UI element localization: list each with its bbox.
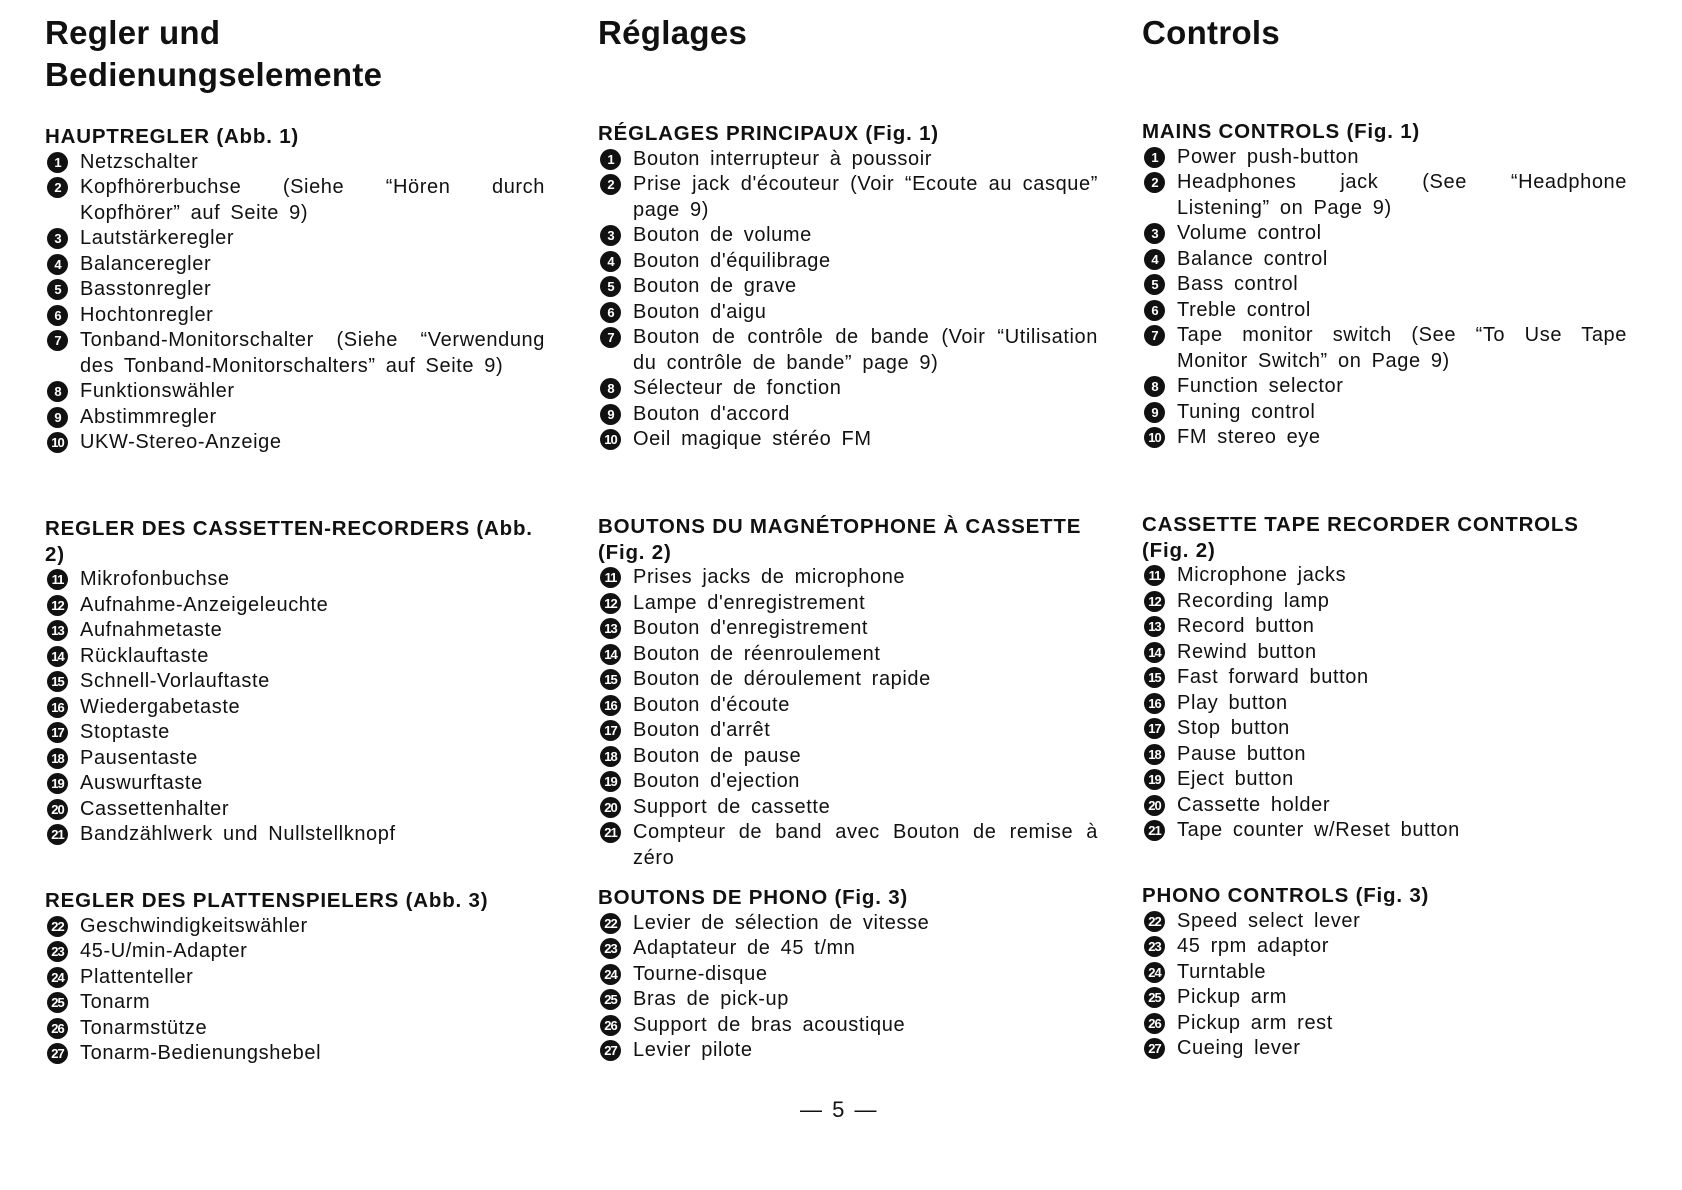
- number-badge-icon: 19: [600, 771, 621, 792]
- number-badge-icon: 8: [600, 378, 621, 399]
- controls-section: [1142, 119, 1627, 451]
- item-label: Tuning control: [1177, 400, 1316, 423]
- number-badge-icon: 5: [47, 279, 68, 300]
- controls-section: [598, 514, 1098, 871]
- item-label: Fast forward button: [1177, 666, 1369, 688]
- list-item: [1142, 1036, 1627, 1062]
- number-badge-icon: 22: [47, 916, 68, 937]
- item-label: Stoptaste: [80, 721, 170, 743]
- item-label: Geschwindigkeitswähler: [80, 914, 308, 937]
- list-item: [1142, 221, 1627, 247]
- number-badge-icon: 1: [1144, 147, 1165, 168]
- number-badge-icon: 8: [1144, 376, 1165, 397]
- number-badge-icon: 16: [600, 695, 621, 716]
- number-badge-icon: 3: [47, 228, 68, 249]
- number-badge-icon: 2: [47, 177, 68, 198]
- list-item: [1142, 170, 1627, 221]
- item-label: Microphone jacks: [1177, 564, 1347, 586]
- item-label: Prise jack d'écouteur (Voir “Ecoute au casque” page 9): [633, 173, 1098, 221]
- list-item: [1142, 640, 1627, 666]
- item-label: Bouton d'enregistrement: [633, 617, 869, 639]
- item-label: Abstimmregler: [80, 405, 217, 428]
- list-item: [45, 669, 545, 695]
- controls-section: [45, 516, 545, 848]
- number-badge-icon: 17: [600, 720, 621, 741]
- list-item: [598, 936, 1098, 962]
- item-label: Tourne-disque: [633, 962, 768, 985]
- list-item: [45, 797, 545, 823]
- item-label: Cassettenhalter: [80, 797, 230, 820]
- item-label: Rücklauftaste: [80, 644, 209, 667]
- section-heading: MAINS CONTROLS (Fig. 1): [1142, 120, 1421, 143]
- number-badge-icon: 24: [47, 967, 68, 988]
- number-badge-icon: 4: [1144, 249, 1165, 270]
- list-item: [598, 147, 1098, 173]
- item-label: Sélecteur de fonction: [633, 377, 842, 399]
- number-badge-icon: 1: [600, 149, 621, 170]
- list-item: [1142, 985, 1627, 1011]
- item-label: Mikrofonbuchse: [80, 568, 230, 590]
- number-badge-icon: 14: [1144, 642, 1165, 663]
- item-label: Levier de sélection de vitesse: [633, 911, 930, 934]
- list-item: [598, 693, 1098, 719]
- list-item: [1142, 691, 1627, 717]
- list-item: [598, 1038, 1098, 1064]
- list-item: [1142, 793, 1627, 819]
- number-badge-icon: 12: [47, 595, 68, 616]
- number-badge-icon: 20: [1144, 795, 1165, 816]
- item-label: Play button: [1177, 691, 1288, 714]
- number-badge-icon: 10: [600, 429, 621, 450]
- list-item: [45, 720, 545, 746]
- number-badge-icon: 26: [1144, 1013, 1165, 1034]
- list-item: [1142, 767, 1627, 793]
- item-label: Bouton de réenroulement: [633, 642, 881, 665]
- list-item: [598, 427, 1098, 453]
- list-item: [45, 746, 545, 772]
- list-item: [598, 565, 1098, 591]
- item-label: Pause button: [1177, 742, 1307, 765]
- item-label: Plattenteller: [80, 965, 194, 988]
- item-label: Volume control: [1177, 222, 1322, 244]
- item-label: Speed select lever: [1177, 909, 1361, 932]
- item-label: Prises jacks de microphone: [633, 566, 906, 588]
- item-label: Compteur de band avec Bouton de remise à zéro: [633, 821, 1098, 869]
- list-item: [1142, 563, 1627, 589]
- item-label: Turntable: [1177, 960, 1267, 983]
- controls-section: [598, 885, 1098, 1064]
- number-badge-icon: 20: [47, 799, 68, 820]
- item-label: Bandzählwerk und Nullstellknopf: [80, 823, 396, 845]
- controls-section: [1142, 512, 1627, 844]
- item-label: Bouton de volume: [633, 224, 812, 246]
- item-label: Stop button: [1177, 717, 1290, 739]
- list-item: [45, 822, 545, 848]
- list-item: [45, 990, 545, 1016]
- section-heading: REGLER DES PLATTENSPIELERS (Abb. 3): [45, 889, 489, 912]
- item-label: Tonband-Monitorschalter (Siehe “Verwendung des Tonband-Monitorschalters” auf Seite 9): [80, 329, 545, 377]
- list-item: [598, 987, 1098, 1013]
- number-badge-icon: 10: [1144, 427, 1165, 448]
- item-label: Support de cassette: [633, 795, 831, 818]
- section-heading: RÉGLAGES PRINCIPAUX (Fig. 1): [598, 122, 939, 145]
- item-label: Cassette holder: [1177, 793, 1331, 816]
- page-number: — 5 —: [800, 1097, 879, 1122]
- controls-section: [598, 121, 1098, 453]
- number-badge-icon: 3: [600, 225, 621, 246]
- list-item: [598, 172, 1098, 223]
- list-item: [1142, 272, 1627, 298]
- list-item: [1142, 589, 1627, 615]
- item-label: Auswurftaste: [80, 772, 203, 794]
- list-item: [1142, 323, 1627, 374]
- list-item: [598, 642, 1098, 668]
- item-label: Bouton de contrôle de bande (Voir “Utilisation du contrôle de bande” page 9): [633, 326, 1098, 374]
- number-badge-icon: 12: [600, 593, 621, 614]
- item-label: Power push-button: [1177, 145, 1360, 168]
- item-label: Bouton interrupteur à poussoir: [633, 147, 933, 170]
- list-item: [1142, 960, 1627, 986]
- number-badge-icon: 2: [1144, 172, 1165, 193]
- list-item: [598, 616, 1098, 642]
- item-label: Bouton de pause: [633, 744, 802, 767]
- number-badge-icon: 16: [1144, 693, 1165, 714]
- number-badge-icon: 26: [600, 1015, 621, 1036]
- list-item: [598, 718, 1098, 744]
- item-label: Balanceregler: [80, 252, 212, 275]
- number-badge-icon: 23: [1144, 936, 1165, 957]
- list-item: [1142, 614, 1627, 640]
- number-badge-icon: 14: [47, 646, 68, 667]
- list-item: [45, 1016, 545, 1042]
- number-badge-icon: 17: [47, 722, 68, 743]
- number-badge-icon: 15: [47, 671, 68, 692]
- item-label: UKW-Stereo-Anzeige: [80, 431, 282, 453]
- number-badge-icon: 9: [47, 407, 68, 428]
- list-item: [598, 744, 1098, 770]
- list-item: [45, 965, 545, 991]
- item-label: Bouton de grave: [633, 275, 797, 297]
- section-heading: REGLER DES CASSETTEN-RECORDERS (Abb. 2): [45, 517, 533, 566]
- list-item: [45, 644, 545, 670]
- list-item: [45, 618, 545, 644]
- list-item: [45, 405, 545, 431]
- number-badge-icon: 19: [1144, 769, 1165, 790]
- list-item: [1142, 145, 1627, 171]
- list-item: [598, 249, 1098, 275]
- list-item: [1142, 1011, 1627, 1037]
- number-badge-icon: 12: [1144, 591, 1165, 612]
- item-label: Pausentaste: [80, 746, 198, 769]
- list-item: [45, 939, 545, 965]
- item-label: Cueing lever: [1177, 1037, 1301, 1059]
- number-badge-icon: 9: [600, 404, 621, 425]
- number-badge-icon: 24: [600, 964, 621, 985]
- list-item: [1142, 298, 1627, 324]
- item-label: Oeil magique stéréo FM: [633, 428, 872, 450]
- item-label: Aufnahme-Anzeigeleuchte: [80, 593, 329, 616]
- number-badge-icon: 3: [1144, 223, 1165, 244]
- item-label: Kopfhörerbuchse (Siehe “Hören durch Kopfhörer” auf Seite 9): [80, 176, 545, 224]
- number-badge-icon: 27: [600, 1040, 621, 1061]
- item-label: Bass control: [1177, 273, 1299, 295]
- number-badge-icon: 11: [47, 569, 68, 590]
- item-label: Treble control: [1177, 298, 1311, 321]
- list-item: [45, 328, 545, 379]
- number-badge-icon: 9: [1144, 402, 1165, 423]
- number-badge-icon: 5: [1144, 274, 1165, 295]
- list-item: [1142, 818, 1627, 844]
- item-label: Bouton d'accord: [633, 402, 790, 425]
- number-badge-icon: 21: [1144, 820, 1165, 841]
- number-badge-icon: 20: [600, 797, 621, 818]
- list-item: [598, 591, 1098, 617]
- list-item: [598, 300, 1098, 326]
- list-item: [1142, 425, 1627, 451]
- list-item: [45, 1041, 545, 1067]
- list-item: [45, 277, 545, 303]
- list-item: [598, 1013, 1098, 1039]
- number-badge-icon: 23: [47, 941, 68, 962]
- number-badge-icon: 18: [600, 746, 621, 767]
- number-badge-icon: 14: [600, 644, 621, 665]
- item-label: Bouton d'écoute: [633, 693, 790, 716]
- list-item: [598, 962, 1098, 988]
- number-badge-icon: 11: [1144, 565, 1165, 586]
- item-label: Hochtonregler: [80, 303, 214, 326]
- number-badge-icon: 13: [47, 620, 68, 641]
- list-item: [1142, 909, 1627, 935]
- list-item: [45, 303, 545, 329]
- number-badge-icon: 5: [600, 276, 621, 297]
- item-label: Recording lamp: [1177, 589, 1330, 612]
- list-item: [598, 402, 1098, 428]
- list-item: [1142, 247, 1627, 273]
- number-badge-icon: 27: [1144, 1038, 1165, 1059]
- item-label: Tonarm: [80, 991, 151, 1013]
- section-heading: CASSETTE TAPE RECORDER CONTROLS (Fig. 2): [1142, 513, 1579, 562]
- item-label: Headphones jack (See “Headphone Listening” on Page 9): [1177, 171, 1627, 219]
- number-badge-icon: 18: [1144, 744, 1165, 765]
- column-title: Réglages: [598, 14, 748, 51]
- item-label: Eject button: [1177, 768, 1294, 790]
- list-item: [1142, 934, 1627, 960]
- number-badge-icon: 22: [1144, 911, 1165, 932]
- item-label: Tonarmstütze: [80, 1016, 208, 1039]
- list-item: [45, 252, 545, 278]
- list-item: [598, 769, 1098, 795]
- number-badge-icon: 26: [47, 1018, 68, 1039]
- number-badge-icon: 27: [47, 1043, 68, 1064]
- item-label: Bouton d'équilibrage: [633, 249, 831, 272]
- list-item: [45, 695, 545, 721]
- number-badge-icon: 25: [47, 992, 68, 1013]
- item-label: FM stereo eye: [1177, 426, 1321, 448]
- number-badge-icon: 17: [1144, 718, 1165, 739]
- item-label: Schnell-Vorlauftaste: [80, 670, 270, 692]
- list-item: [45, 771, 545, 797]
- number-badge-icon: 6: [47, 305, 68, 326]
- list-item: [45, 430, 545, 456]
- section-heading: PHONO CONTROLS (Fig. 3): [1142, 884, 1430, 907]
- list-item: [598, 274, 1098, 300]
- number-badge-icon: 19: [47, 773, 68, 794]
- item-label: Support de bras acoustique: [633, 1013, 906, 1036]
- controls-section: [45, 888, 545, 1067]
- item-label: Bras de pick-up: [633, 988, 789, 1010]
- list-item: [598, 795, 1098, 821]
- number-badge-icon: 13: [1144, 616, 1165, 637]
- item-label: Balance control: [1177, 247, 1328, 270]
- list-item: [1142, 374, 1627, 400]
- item-label: Adaptateur de 45 t/mn: [633, 937, 856, 959]
- item-label: Tape counter w/Reset button: [1177, 819, 1460, 841]
- list-item: [45, 379, 545, 405]
- list-item: [1142, 742, 1627, 768]
- column-title: Controls: [1142, 14, 1281, 51]
- controls-section: [1142, 883, 1627, 1062]
- list-item: [45, 567, 545, 593]
- list-item: [45, 914, 545, 940]
- number-badge-icon: 7: [600, 327, 621, 348]
- list-item: [598, 376, 1098, 402]
- list-item: [598, 325, 1098, 376]
- number-badge-icon: 25: [1144, 987, 1165, 1008]
- number-badge-icon: 15: [600, 669, 621, 690]
- number-badge-icon: 11: [600, 567, 621, 588]
- list-item: [598, 667, 1098, 693]
- number-badge-icon: 1: [47, 152, 68, 173]
- item-label: Aufnahmetaste: [80, 619, 223, 641]
- column-title: Regler und Bedienungselemente: [45, 14, 383, 93]
- item-label: Pickup arm: [1177, 986, 1288, 1008]
- item-label: Netzschalter: [80, 150, 199, 173]
- item-label: Funktionswähler: [80, 380, 235, 402]
- item-label: 45-U/min-Adapter: [80, 940, 248, 962]
- item-label: Basstonregler: [80, 278, 212, 300]
- item-label: Levier pilote: [633, 1039, 753, 1061]
- number-badge-icon: 4: [600, 251, 621, 272]
- number-badge-icon: 13: [600, 618, 621, 639]
- list-item: [45, 175, 545, 226]
- number-badge-icon: 25: [600, 989, 621, 1010]
- number-badge-icon: 4: [47, 254, 68, 275]
- number-badge-icon: 6: [600, 302, 621, 323]
- list-item: [598, 223, 1098, 249]
- controls-section: [45, 124, 545, 456]
- list-item: [598, 820, 1098, 871]
- item-label: Bouton de déroulement rapide: [633, 668, 931, 690]
- list-item: [45, 593, 545, 619]
- number-badge-icon: 24: [1144, 962, 1165, 983]
- item-label: 45 rpm adaptor: [1177, 935, 1330, 957]
- list-item: [1142, 716, 1627, 742]
- number-badge-icon: 8: [47, 381, 68, 402]
- number-badge-icon: 18: [47, 748, 68, 769]
- list-item: [1142, 665, 1627, 691]
- number-badge-icon: 10: [47, 432, 68, 453]
- item-label: Bouton d'arrêt: [633, 719, 771, 741]
- section-heading: BOUTONS DE PHONO (Fig. 3): [598, 886, 909, 909]
- item-label: Record button: [1177, 615, 1315, 637]
- item-label: Wiedergabetaste: [80, 695, 241, 718]
- number-badge-icon: 22: [600, 913, 621, 934]
- number-badge-icon: 7: [1144, 325, 1165, 346]
- item-label: Lampe d'enregistrement: [633, 591, 866, 614]
- list-item: [1142, 400, 1627, 426]
- number-badge-icon: 15: [1144, 667, 1165, 688]
- item-label: Tonarm-Bedienungshebel: [80, 1042, 322, 1064]
- item-label: Bouton d'ejection: [633, 770, 801, 792]
- number-badge-icon: 6: [1144, 300, 1165, 321]
- item-label: Bouton d'aigu: [633, 300, 767, 323]
- list-item: [45, 150, 545, 176]
- number-badge-icon: 21: [47, 824, 68, 845]
- number-badge-icon: 21: [600, 822, 621, 843]
- list-item: [45, 226, 545, 252]
- number-badge-icon: 2: [600, 174, 621, 195]
- number-badge-icon: 16: [47, 697, 68, 718]
- list-item: [598, 911, 1098, 937]
- item-label: Function selector: [1177, 375, 1344, 397]
- number-badge-icon: 23: [600, 938, 621, 959]
- item-label: Tape monitor switch (See “To Use Tape Monitor Switch” on Page 9): [1177, 324, 1627, 372]
- number-badge-icon: 7: [47, 330, 68, 351]
- item-label: Lautstärkeregler: [80, 227, 235, 249]
- item-label: Rewind button: [1177, 640, 1317, 663]
- item-label: Pickup arm rest: [1177, 1011, 1333, 1034]
- section-heading: BOUTONS DU MAGNÉTOPHONE À CASSETTE (Fig. 2): [598, 515, 1082, 564]
- section-heading: HAUPTREGLER (Abb. 1): [45, 125, 300, 148]
